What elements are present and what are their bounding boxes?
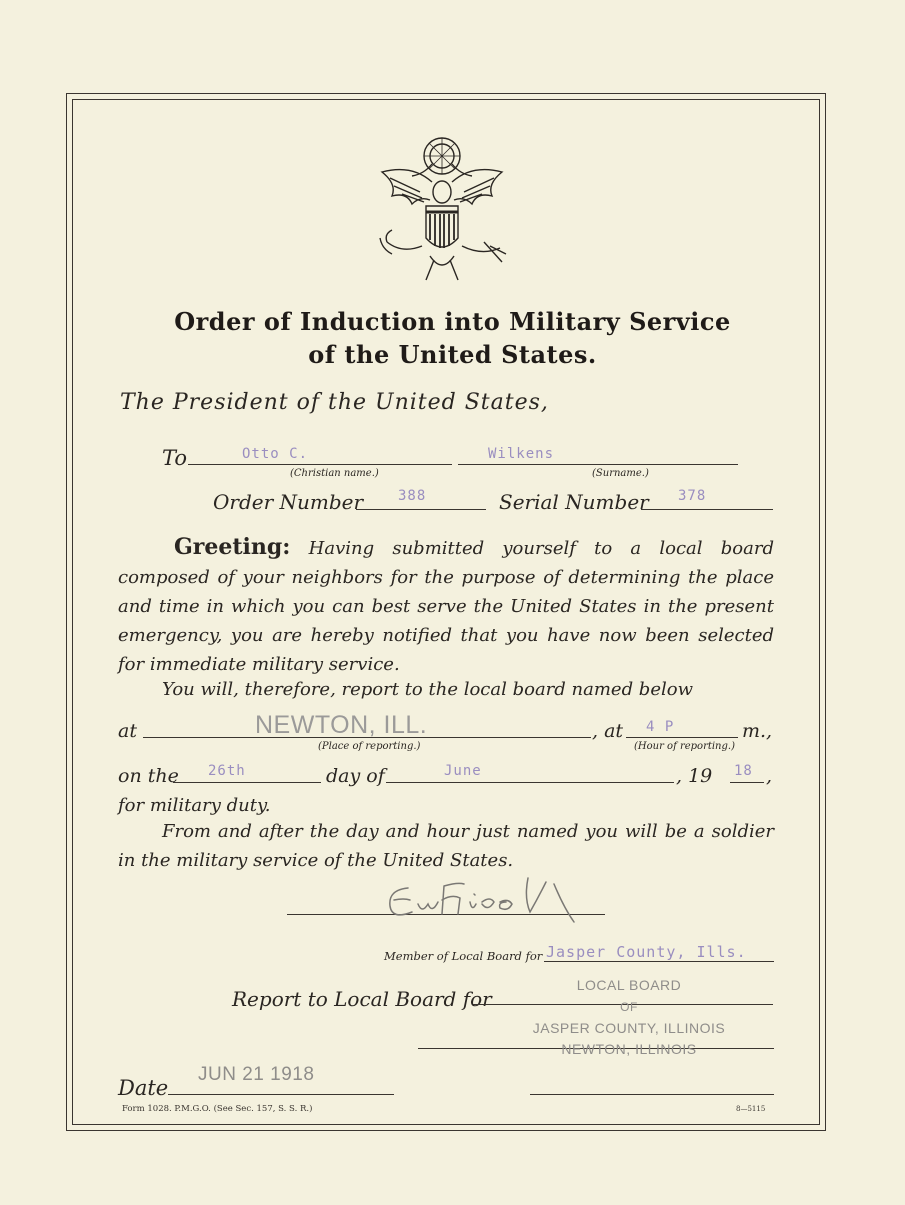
order-number-label: Order Number (213, 490, 364, 514)
serial-number-value: 378 (678, 488, 707, 504)
month-value: June (444, 763, 482, 779)
military-duty-text: for military duty. (118, 795, 271, 816)
stamp-line-4: NEWTON, ILLINOIS (561, 1041, 697, 1057)
christian-name-rule (188, 464, 452, 465)
at-label: at (118, 720, 137, 742)
hour-rule (626, 737, 738, 738)
on-the-label: on the (118, 765, 179, 787)
surname-value: Wilkens (488, 446, 555, 462)
place-value: NEWTON, ILL. (255, 711, 428, 739)
year-prefix: , 19 (676, 765, 713, 787)
greeting-word: Greeting: (174, 534, 291, 560)
greeting-paragraph (118, 533, 774, 679)
at-label-2: , at (592, 720, 624, 742)
day-of-label: day of (326, 765, 385, 787)
surname-rule (458, 464, 738, 465)
member-label: Member of Local Board for (384, 949, 543, 963)
order-number-rule (356, 509, 486, 510)
stamp-line-2: OF (620, 1000, 638, 1014)
date-right-rule (530, 1094, 774, 1095)
m-label: m., (742, 720, 773, 742)
order-number-value: 388 (398, 488, 427, 504)
christian-name-value: Otto C. (242, 446, 309, 462)
member-value: Jasper County, Ills. (546, 943, 747, 961)
member-rule (544, 961, 774, 962)
title-line-2: of the United States. (308, 340, 597, 369)
stamp-line-3: JASPER COUNTY, ILLINOIS (532, 1020, 726, 1036)
handwritten-signature-icon (378, 868, 588, 930)
day-rule (173, 782, 321, 783)
year-value: 18 (734, 763, 753, 779)
date-rule (168, 1094, 394, 1095)
hour-caption: (Hour of reporting.) (634, 741, 735, 752)
stamp-line-1: LOCAL BOARD (576, 977, 682, 993)
year-rule (730, 782, 764, 783)
date-value: JUN 21 1918 (198, 1064, 315, 1085)
surname-caption: (Surname.) (592, 468, 649, 479)
greeting-text: Having submitted yourself to a local board composed of your neighbors for the purpose of determining the place and time in which you can best serve the United States in the present emergency, you are hereby notified that you have now been selected for immediate military service. (118, 538, 774, 675)
report-board-label: Report to Local Board for (232, 987, 492, 1011)
soldier-text: From and after the day and hour just named you will be a soldier in the military service of the United States. (118, 821, 774, 871)
great-seal-eagle-icon (372, 134, 512, 286)
date-label: Date (118, 1076, 169, 1100)
serial-number-rule (641, 509, 773, 510)
form-code: 8—5115 (736, 1105, 766, 1113)
title-line-1: Order of Induction into Military Service (174, 307, 731, 336)
report-text: You will, therefore, report to the local board named below (162, 679, 693, 700)
place-caption: (Place of reporting.) (318, 741, 421, 752)
month-rule (386, 782, 674, 783)
hour-value: 4 P (646, 719, 675, 735)
to-label: To (162, 446, 188, 470)
day-value: 26th (208, 763, 246, 779)
president-line: The President of the United States, (120, 390, 549, 415)
serial-number-label: Serial Number (499, 490, 649, 514)
year-suffix: , (766, 765, 773, 787)
christian-name-caption: (Christian name.) (290, 468, 379, 479)
form-note: Form 1028. P.M.G.O. (See Sec. 157, S. S. R.) (122, 1104, 313, 1114)
